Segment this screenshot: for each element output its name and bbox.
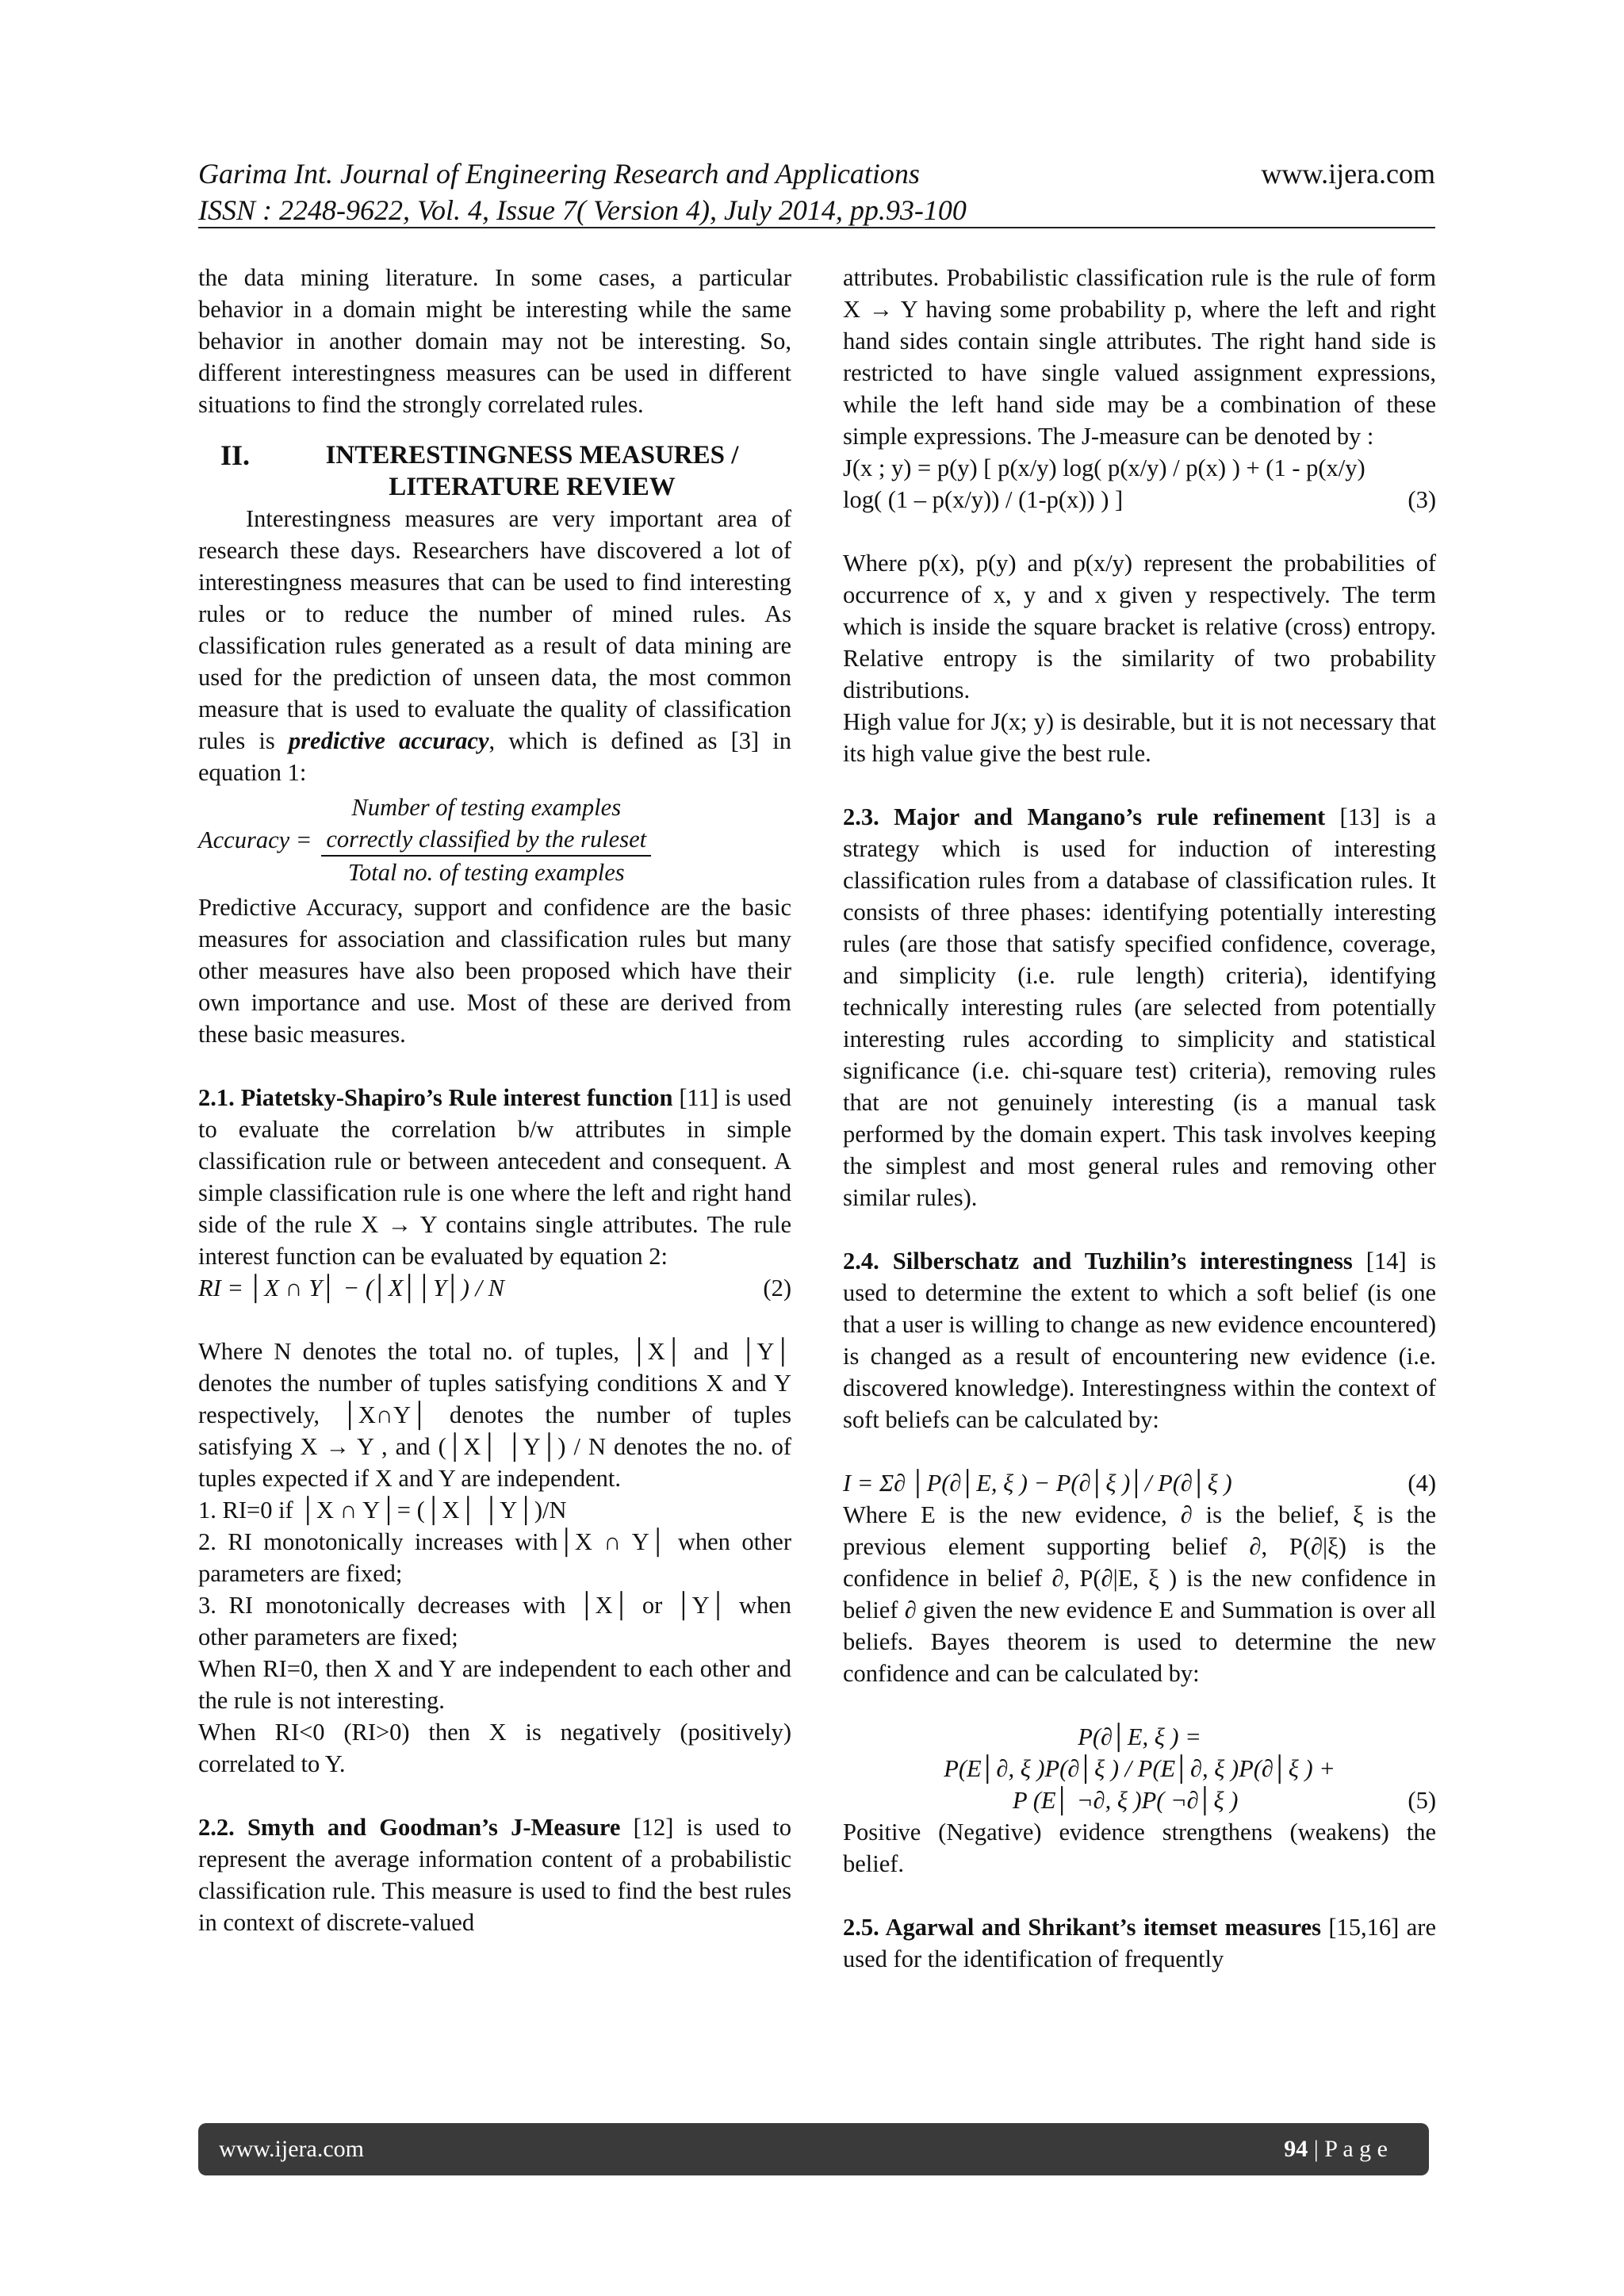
intro-paragraph: the data mining literature. In some cases, a particular behavior in a domain might be interesting while the same behavior in another domain may not be interesting. So, different interestingness measures can be used in different situations to find the strongly correlated rules. [198, 264, 791, 418]
footer-website[interactable]: www.ijera.com [219, 2136, 364, 2162]
subsection-2-4 [843, 1245, 1436, 1435]
equation-5-number: (5) [1408, 1787, 1436, 1814]
right-column [843, 262, 1436, 1975]
after-accuracy-paragraph: Predictive Accuracy, support and confidence are the basic measures for association and classification rules but many other measures have also been proposed which have their own importance and use. Most of these are derived from these basic measures. [198, 894, 791, 1048]
spacer [198, 1304, 791, 1336]
subsection-2-1 [198, 1082, 791, 1272]
accuracy-equation [198, 792, 791, 888]
list-item-1: 1. RI=0 if │X ∩ Y│= (│X│ │Y│)/N [198, 1497, 567, 1524]
subsection-2-2-heading: 2.2. Smyth and Goodman’s J-Measure [198, 1814, 621, 1841]
footer-page-number [1284, 2136, 1388, 2163]
subsection-2-3-text: [13] is a strategy which is used for induction of interesting classification rules from a database of classification rules. It consists of three phases: identifying potentially interesting rules (are those that satisfy specified confidence, coverage, and simplicity (i.e. rule length) criteria), identifying technically interesting rules (are selected from potentially interesting rules according to simplicity and statistical significance (i.e. chi-square test) criteria), removing rules that are not genuinely interesting (is a manual task performed by the domain expert. This task involves keeping the simplest and most general rules and removing other similar rules). [843, 803, 1436, 1211]
subsection-2-3-heading: 2.3. Major and Mangano’s rule refinement [843, 803, 1326, 830]
subsection-2-4-text: [14] is used to determine the extent to which a soft belief (is one that a user is willing to change as new evidence encountered) is changed as a result of encountering new evidence (i.e. discovered knowledge). Interestingness within the context of soft beliefs can be calculated by: [843, 1248, 1437, 1433]
subsection-2-1-text: [11] is used to evaluate the correlation b/w attributes in simple classification rule or between antecedent and consequent. A simple classification rule is one where the left and right hand side of the rule X → Y contains single attributes. The rule interest function can be evaluated by equation 2: [198, 1084, 791, 1270]
journal-header [198, 155, 967, 228]
equation-4 [843, 1467, 1436, 1499]
section-title-line2: LITERATURE REVIEW [389, 473, 676, 501]
paragraph-text-tail: , which is defined as [3] in equation 1: [198, 727, 792, 786]
subsection-2-3 [843, 801, 1436, 1213]
equation-5-line1: P(∂│E, ξ ) = [1078, 1723, 1201, 1750]
accuracy-lhs: Accuracy = [198, 826, 312, 853]
accuracy-denominator: Total no. of testing examples [347, 859, 625, 886]
equation-5-line2: P(E│∂, ξ )P(∂│ξ ) / P(E│∂, ξ )P(∂│ξ ) + [944, 1755, 1335, 1782]
page-label: | P a g e [1313, 2136, 1388, 2162]
accuracy-numerator [321, 792, 651, 857]
equation-4-number: (4) [1408, 1470, 1436, 1497]
subsection-2-2 [198, 1811, 791, 1938]
spacer [843, 516, 1436, 547]
spacer [843, 1435, 1436, 1467]
ri-sign-paragraph: When RI<0 (RI>0) then X is negatively (positively) correlated to Y. [198, 1719, 791, 1777]
subsection-2-2-text: [12] is used to represent the average information content of a probabilistic classification rule. This measure is used to find the best rules in context of discrete-valued [198, 1814, 791, 1936]
ri-zero-paragraph: When RI=0, then X and Y are independent to each other and the rule is not interesting. [198, 1655, 791, 1714]
numerator-line2: correctly classified by the ruleset [326, 826, 647, 853]
section-2-heading [198, 439, 791, 503]
section-title [273, 439, 791, 503]
continued-paragraph: attributes. Probabilistic classification rule is the rule of form X → Y having some probability p, where the left and right hand sides contain single attributes. The right hand side is restricted to have single valued assignment expressions, while the left hand side may be a combination of these simple expressions. The J-measure can be denoted by : [843, 264, 1436, 450]
subsection-2-5 [843, 1911, 1436, 1975]
spacer [198, 1050, 791, 1082]
journal-title-line: Garima Int. Journal of Engineering Research and Applications [198, 158, 920, 190]
numerator-line1: Number of testing examples [351, 794, 622, 821]
where-paragraph: Where N denotes the total no. of tuples, │X│ and │Y│ denotes the number of tuples satisfying conditions X and Y respectively, │X∩Y│ denotes the number of tuples satisfying X → Y , and (│X│ │Y│) / N denotes the no. of tuples expected if X and Y are independent. [198, 1338, 791, 1492]
spacer [843, 1689, 1436, 1721]
page-footer [198, 2123, 1429, 2175]
equation-4-formula: I = Σ∂ │P(∂│E, ξ ) − P(∂│ξ )│/ P(∂│ξ ) [843, 1470, 1232, 1497]
subsection-2-5-heading: 2.5. Agarwal and Shrikant’s itemset measures [843, 1914, 1321, 1941]
paragraph-text: Interestingness measures are very important area of research these days. Researchers have discovered a lot of interestingness measures that can be used to find interesting rules or to reduce the number of mined rules. As classification rules generated as a result of data mining are used for the prediction of unseen data, the most common measure that is used to evaluate the quality of classification rules is [198, 505, 791, 754]
subsection-2-1-heading: 2.1. Piatetsky-Shapiro’s Rule interest function [198, 1084, 673, 1111]
equation-2-formula: RI = │X ∩ Y│ − (│X││Y│) / N [198, 1274, 504, 1301]
equation-3 [843, 484, 1436, 516]
header-website[interactable]: www.ijera.com [1261, 158, 1435, 190]
equation-3-line1: J(x ; y) = p(y) [ p(x/y) log( p(x/y) / p(x) ) + (1 - p(x/y) [843, 454, 1365, 481]
page-number: 94 [1284, 2136, 1308, 2162]
where-4-paragraph: Where E is the new evidence, ∂ is the belief, ξ is the previous element supporting belief ∂, P(∂|ξ) is the confidence in belief ∂, P(∂|E, ξ ) is the new confidence in belief ∂ given the new evidence E and Summation is over all beliefs. Bayes theorem is used to determine the new confidence and can be calculated by: [843, 1501, 1436, 1687]
list-item-2: 2. RI monotonically increases with│X ∩ Y│ when other parameters are fixed; [198, 1528, 791, 1587]
section-number: II. [220, 439, 251, 471]
spacer [198, 1780, 791, 1811]
spacer [843, 1213, 1436, 1245]
spacer [843, 769, 1436, 801]
subsection-2-5-text: [15,16] are used for the identification of frequently [843, 1914, 1436, 1972]
accuracy-fraction [321, 792, 651, 888]
high-value-paragraph: High value for J(x; y) is desirable, but it is not necessary that its high value give the best rule. [843, 708, 1436, 767]
equation-5-line3: P (E│ ¬∂, ξ )P( ¬∂│ξ ) [1013, 1787, 1239, 1814]
equation-3-number: (3) [1408, 486, 1436, 513]
equation-5 [843, 1784, 1436, 1816]
header-divider [198, 227, 1435, 228]
positive-evidence-paragraph: Positive (Negative) evidence strengthens (weakens) the belief. [843, 1819, 1436, 1877]
equation-3-line2: log( (1 – p(x/y)) / (1-p(x)) ) ] [843, 486, 1124, 513]
list-item-3: 3. RI monotonically decreases with │X│ or │Y│ when other parameters are fixed; [198, 1592, 791, 1650]
left-column [198, 262, 791, 1938]
journal-issn-line: ISSN : 2248-9622, Vol. 4, Issue 7( Version 4), July 2014, pp.93-100 [198, 194, 967, 226]
equation-2-number: (2) [763, 1274, 791, 1301]
where-3-paragraph: Where p(x), p(y) and p(x/y) represent the probabilities of occurrence of x, y and x given y respectively. The term which is inside the square bracket is relative (cross) entropy. Relative entropy is the similarity of two probability distributions. [843, 550, 1436, 703]
section-2-paragraph [198, 503, 791, 788]
spacer [843, 1880, 1436, 1911]
predictive-accuracy-term: predictive accuracy [288, 727, 489, 754]
subsection-2-4-heading: 2.4. Silberschatz and Tuzhilin’s interestingness [843, 1248, 1353, 1274]
section-title-line1: INTERESTINGNESS MEASURES / [325, 441, 739, 470]
equation-2 [198, 1272, 791, 1304]
